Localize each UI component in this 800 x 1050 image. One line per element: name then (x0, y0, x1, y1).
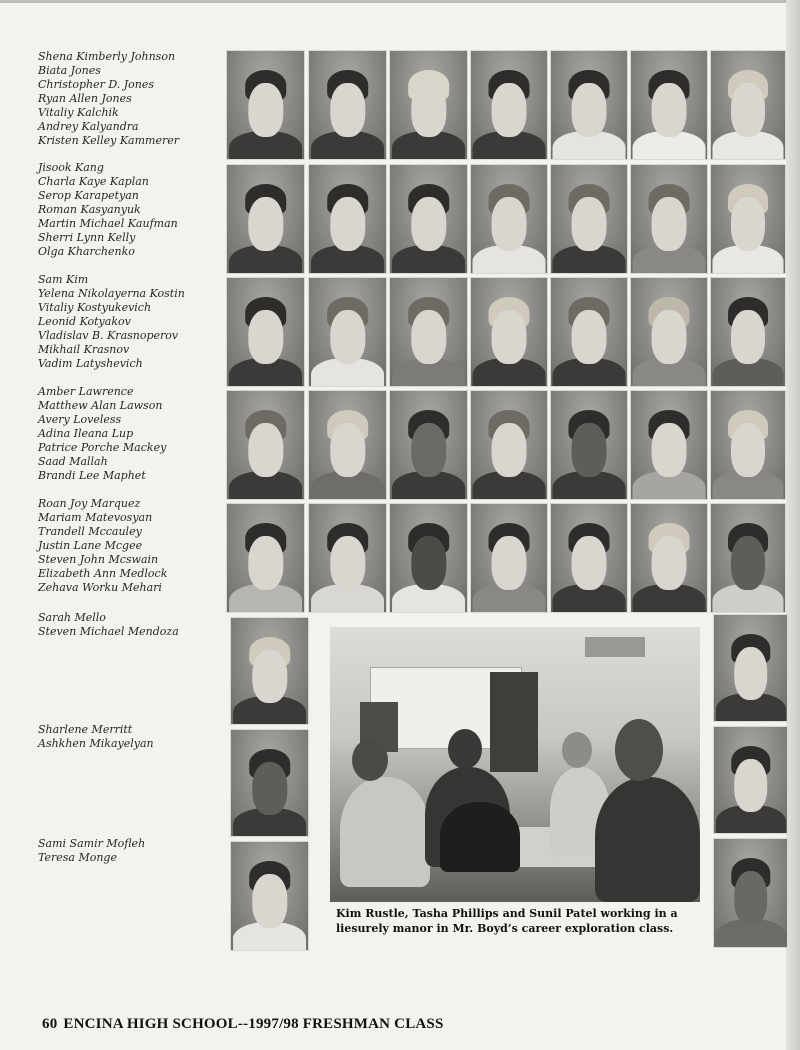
student-portrait (630, 390, 708, 500)
student-name: Mariam Matevosyan (38, 511, 153, 524)
student-portrait (550, 50, 628, 160)
student-name: Mikhail Krasnov (38, 343, 130, 356)
student-name: Christopher D. Jones (38, 78, 155, 91)
student-figure (352, 739, 388, 781)
student-figure (448, 729, 482, 769)
student-portrait (470, 50, 548, 160)
names-group-5 (38, 497, 228, 595)
student-portrait (550, 503, 628, 613)
student-name: Teresa Monge (38, 851, 117, 864)
backpack (440, 802, 520, 872)
names-group-6 (38, 611, 228, 639)
student-name: Sherri Lynn Kelly (38, 231, 136, 244)
student-name: Saad Mallah (38, 455, 108, 468)
student-portrait (550, 164, 628, 274)
student-name: Roman Kasyanyuk (38, 203, 141, 216)
student-figure (562, 732, 592, 768)
student-portrait (226, 50, 305, 160)
student-portrait (710, 50, 786, 160)
student-name: Olga Kharchenko (38, 245, 135, 258)
student-name: Vadim Latyshevich (38, 357, 143, 370)
student-name: Vladislav B. Krasnoperov (38, 329, 179, 342)
student-portrait (710, 390, 786, 500)
student-name: Sami Samir Mofleh (38, 837, 146, 850)
student-portrait (389, 50, 468, 160)
student-portrait (710, 503, 786, 613)
page-footer (42, 1016, 444, 1033)
classroom-candid-photo (330, 627, 700, 902)
student-name: Biata Jones (38, 64, 101, 77)
student-portrait (630, 50, 708, 160)
student-name: Patrice Porche Mackey (38, 441, 167, 454)
wall-sign (585, 637, 645, 657)
student-portrait (389, 390, 468, 500)
student-portrait (630, 164, 708, 274)
student-name: Ryan Allen Jones (38, 92, 132, 105)
student-portrait (630, 277, 708, 387)
book-gutter (786, 0, 800, 1050)
student-portrait (308, 390, 387, 500)
student-figure (340, 777, 430, 887)
student-name: Ashkhen Mikayelyan (38, 737, 154, 750)
student-name: Brandi Lee Maphet (38, 469, 146, 482)
student-portrait (630, 503, 708, 613)
student-portrait (230, 617, 309, 725)
student-portrait (308, 164, 387, 274)
student-portrait (713, 838, 788, 948)
student-name: Adina Ileana Lup (38, 427, 134, 440)
student-portrait (308, 277, 387, 387)
student-name: Jisook Kang (38, 161, 104, 174)
student-portrait (470, 390, 548, 500)
student-portrait (389, 164, 468, 274)
footer-title: ENCINA HIGH SCHOOL--1997/98 FRESHMAN CLASS (63, 1016, 444, 1032)
student-name: Justin Lane Mcgee (38, 539, 143, 552)
student-name: Zehava Worku Mehari (38, 581, 162, 594)
student-portrait (550, 390, 628, 500)
student-name: Sarah Mello (38, 611, 106, 624)
student-name: Sharlene Merritt (38, 723, 133, 736)
student-name: Andrey Kalyandra (38, 120, 139, 133)
student-portrait (470, 503, 548, 613)
student-name: Amber Lawrence (38, 385, 134, 398)
student-portrait (226, 277, 305, 387)
student-name: Serop Karapetyan (38, 189, 139, 202)
student-portrait (389, 277, 468, 387)
student-portrait (308, 503, 387, 613)
student-name: Sam Kim (38, 273, 89, 286)
student-name: Matthew Alan Lawson (38, 399, 163, 412)
student-portrait (713, 614, 788, 722)
student-name: Vitaliy Kalchik (38, 106, 119, 119)
names-group-7 (38, 723, 228, 751)
student-portrait (226, 390, 305, 500)
student-name: Steven Michael Mendoza (38, 625, 179, 638)
student-name: Yelena Nikolayerna Kostin (38, 287, 185, 300)
names-group-2 (38, 161, 228, 259)
student-name: Trandell Mccauley (38, 525, 142, 538)
names-group-1 (38, 50, 228, 148)
wall-poster (490, 672, 538, 772)
student-name: Steven John Mcswain (38, 553, 159, 566)
names-group-3 (38, 273, 228, 371)
student-portrait (713, 726, 788, 834)
teacher-figure (615, 719, 663, 781)
student-name: Shena Kimberly Johnson (38, 50, 176, 63)
student-name: Martin Michael Kaufman (38, 217, 178, 230)
student-portrait (230, 729, 309, 837)
teacher-figure (595, 777, 700, 902)
student-portrait (389, 503, 468, 613)
student-portrait (710, 277, 786, 387)
page-number: 60 (42, 1016, 58, 1032)
student-name: Kristen Kelley Kammerer (38, 134, 180, 147)
student-portrait (470, 164, 548, 274)
student-portrait (308, 50, 387, 160)
student-name: Leonid Kotyakov (38, 315, 131, 328)
student-portrait (470, 277, 548, 387)
page-top-edge (0, 0, 800, 3)
student-name: Vitaliy Kostyukevich (38, 301, 152, 314)
student-name: Charla Kaye Kaplan (38, 175, 149, 188)
student-portrait (230, 841, 309, 951)
names-group-4 (38, 385, 228, 483)
student-name: Roan Joy Marquez (38, 497, 141, 510)
student-name: Avery Loveless (38, 413, 122, 426)
photo-caption: Kim Rustle, Tasha Phillips and Sunil Patel working in a liesurely manor in Mr. Boyd’s career exploration class. (336, 907, 678, 935)
student-portrait (550, 277, 628, 387)
student-name: Elizabeth Ann Medlock (38, 567, 168, 580)
student-portrait (226, 503, 305, 613)
names-group-8 (38, 837, 228, 865)
student-portrait (226, 164, 305, 274)
student-portrait (710, 164, 786, 274)
